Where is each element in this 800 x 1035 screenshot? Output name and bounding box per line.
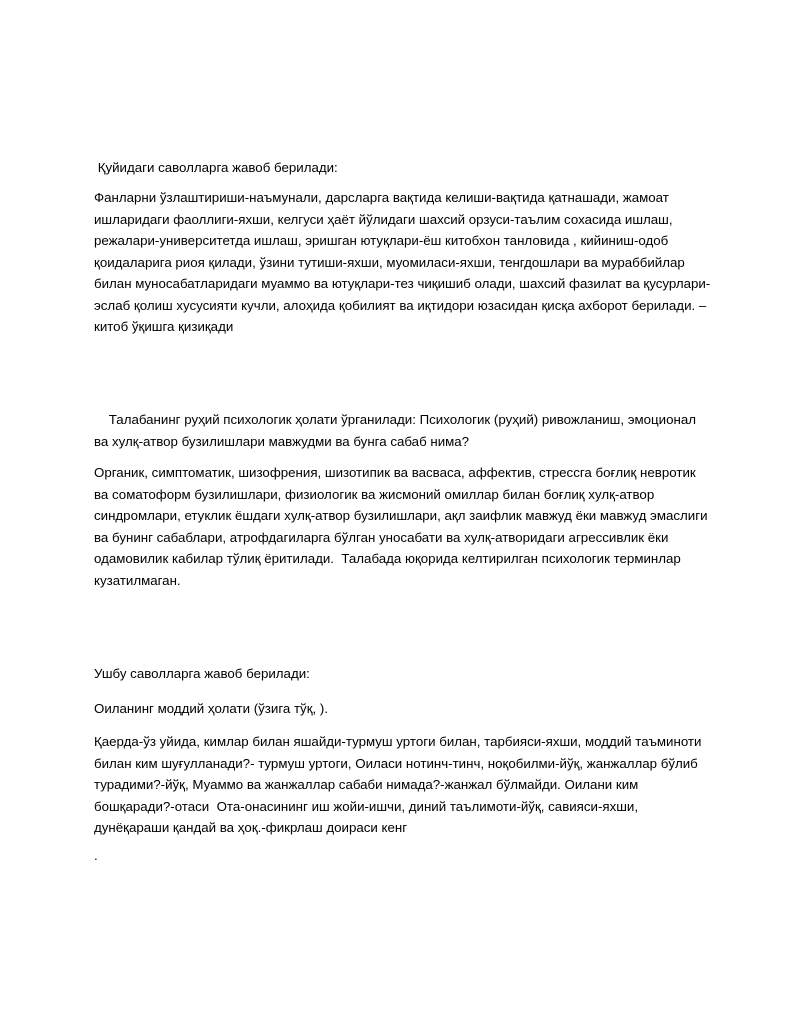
section1-heading: Қуйидаги саволларга жавоб берилади: [94, 160, 338, 175]
section3-subheading: Оиланинг моддий ҳолати (ўзига тўқ, ). [94, 701, 329, 716]
section2-heading: Талабанинг руҳий психологик ҳолати ўрганилади: Психологик (руҳий) ривожланиш, эмоционал ва хулқ-атвор бузилишлари мавжудми ва бунга сабаб нима? [94, 412, 700, 449]
section1-body: Фанларни ўзлаштириши-наъмунали, дарсларга вақтида келиши-вақтида қатнашади, жамоат ишларидаги фаоллиги-яхши, келгуси ҳаёт йўлидаги шахсий орзуси-таълим сохасида ишлаш, режалари-университетда ишлаш, эришган ютуқлари-ёш китобхон танловида , кийиниш-одоб қоидаларига риоя қилади, ўзини тутиши-яхши, муомиласи-яхши, тенгдошлари ва мураббийлар билан муносабатларидаги муаммо ва ютуқлари-тез чиқишиб олади, шахсий фазилат ва қусурлари- эслаб қолиш хусусияти кучли, алоҳида қобилият ва иқтидори юзасидан қисқа ахборот берилади. – китоб ўқишга қизиқади [94, 190, 714, 334]
section3-heading: Ушбу саволларга жавоб берилади: [94, 666, 310, 681]
trailing-period: . [94, 848, 98, 863]
section2-body: Органик, симптоматик, шизофрения, шизотипик ва васваса, аффектив, стрессга боғлиқ невротик ва соматоформ бузилишлари, физиологик ва жисмоний омиллар билан боғлиқ хулқ-атвор синдромлари, етуклик ёшдаги хулқ-атвор бузилишлари, ақл заифлик мавжуд ёки мавжуд эмаслиги ва бунинг сабаблари, атрофдагиларга бўлган уносабати ва хулқ-атворидаги агрессивлик ёки одамовилик кабилар тўлиқ ёритилади. Талабада юқорида келтирилган психологик терминлар кузатилмаган. [94, 465, 712, 588]
section3-body: Қаерда-ўз уйида, кимлар билан яшайди-турмуш уртоги билан, тарбияси-яхши, моддий таъминоти билан ким шуғулланади?- турмуш уртоги, Оиласи нотинч-тинч, ноқобилми-йўқ, жанжаллар бўлиб турадими?-йўқ, Муаммо ва жанжаллар сабаби нимада?-жанжал бўлмайди. Оилани ким бошқаради?-отаси Ота-онасининг иш жойи-ишчи, диний таълимоти-йўқ, савияси-яхши, дунёқараши қандай ва ҳоқ.-фикрлаш доираси кенг [94, 734, 706, 835]
